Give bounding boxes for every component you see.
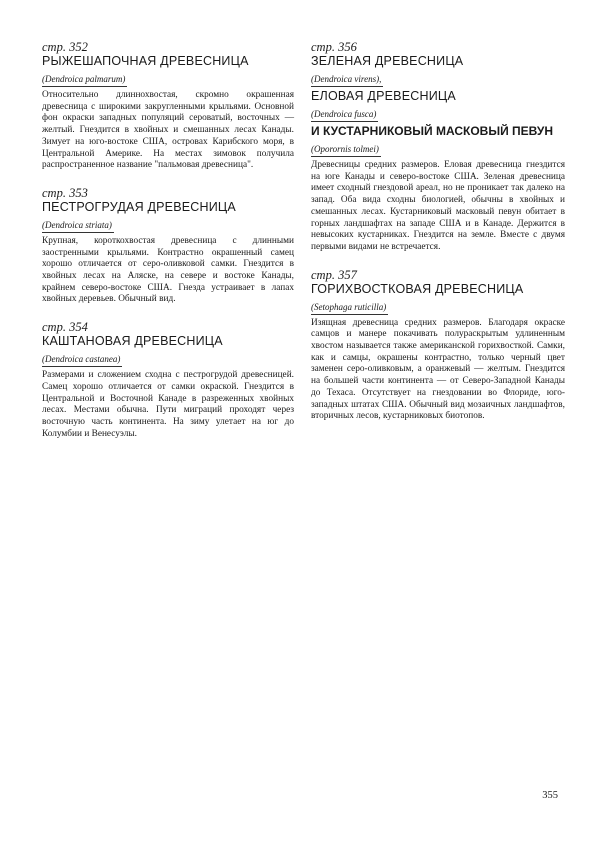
species-description: Размерами и сложением сходна с пестрогрудой древесницей. Самец хорошо отличается от самки окраской. Гнездится в Центральной и Восточной Канаде в разреженных хвойных лесах. Местами обычна. Пути миграций проходят через восточную часть континента. На зиму улетает на юг до Колумбии и Венесуэлы.: [42, 370, 294, 439]
page-reference: стр. 354: [42, 320, 88, 335]
latin-name: (Dendroica fusca): [311, 107, 378, 122]
page-number: 355: [542, 790, 558, 801]
latin-name: (Oporornis tolmei): [311, 142, 381, 157]
right-column: [311, 40, 565, 437]
left-column: [42, 40, 294, 454]
species-title: ЕЛОВАЯ ДРЕВЕСНИЦА: [311, 89, 456, 103]
species-title: КАШТАНОВАЯ ДРЕВЕСНИЦА: [42, 334, 223, 349]
page-reference: стр. 352: [42, 40, 88, 54]
species-title: ЗЕЛЕНАЯ ДРЕВЕСНИЦА: [311, 54, 464, 68]
species-description: Древесницы средних размеров. Еловая древесница гнездится на юге Канады и северо-востоке США. Зеленая древесница имеет сходный гнездовой ареал, но не проникает так далеко на запад. Оба вида сходны биологией, обычны в хвойных и смешанных лесах. Кустарниковый масковый певун обитает в горных ландшафтах на западе США и в Канаде. Держится в невысоких кустарниках. Гнездится на земле. Вместе с двумя первыми видами не встречается.: [311, 160, 565, 252]
page-reference: стр. 356: [311, 40, 357, 54]
latin-name: (Dendroica virens),: [311, 72, 383, 87]
entry-356: [311, 40, 565, 254]
latin-name: (Dendroica castanea): [42, 352, 122, 367]
latin-name: (Dendroica palmarum): [42, 72, 127, 87]
page-reference: стр. 357: [311, 267, 357, 282]
entry-357: [311, 268, 565, 423]
latin-name: (Setophaga ruticilla): [311, 300, 388, 315]
entry-354: [42, 320, 294, 440]
species-description: Крупная, короткохвостая древесница с длинными заостренными крыльями. Контрастно окрашенный самец хорошо отличается от серо-оливковой самки. Гнездится в хвойных лесах на Аляске, на севере и востоке Канады, крайнем северо-востоке США. Гнезда устраивает в лапах хвойных деревьев. Обычный вид.: [42, 235, 294, 305]
latin-name: (Dendroica striata): [42, 218, 114, 233]
entry-352: [42, 40, 294, 172]
species-title: РЫЖЕШАПОЧНАЯ ДРЕВЕСНИЦА: [42, 54, 249, 68]
entry-353: [42, 186, 294, 306]
page-reference: стр. 353: [42, 185, 88, 200]
species-description: Относительно длиннохвостая, скромно окрашенная древесница с широкими закругленными крыльями. Основной фон окраски западных популяций сероватый, восточных — желтый. Гнездится в хвойных и смешанных лесах Канады. Зимует на юго-востоке США, островах Карибского моря, в Центральной Америке. На местах зимовок получила распространенное название "пальмовая древесница".: [42, 90, 294, 171]
species-description: Изящная древесница средних размеров. Благодаря окраске самцов и манере покачивать полураскрытым удлиненным хвостом называется также американской горихвосткой. Самки, как и самцы, окрашены контрастно, только черный цвет заменен серо-оливковым, а оранжевый — желтым. Гнездится на большей части континента — от Северо-Западной Канады до Техаса. Отсутствует на гнездовании во Флориде, юго-западных штатах США. Обычный вид мозаичных ландшафтов, вторичных лесов, кустарниковых биотопов.: [311, 317, 565, 422]
species-title: И КУСТАРНИКОВЫЙ МАСКОВЫЙ ПЕВУН: [311, 124, 554, 138]
species-title: ПЕСТРОГРУДАЯ ДРЕВЕСНИЦА: [42, 199, 236, 214]
species-title: ГОРИХВОСТКОВАЯ ДРЕВЕСНИЦА: [311, 281, 524, 296]
